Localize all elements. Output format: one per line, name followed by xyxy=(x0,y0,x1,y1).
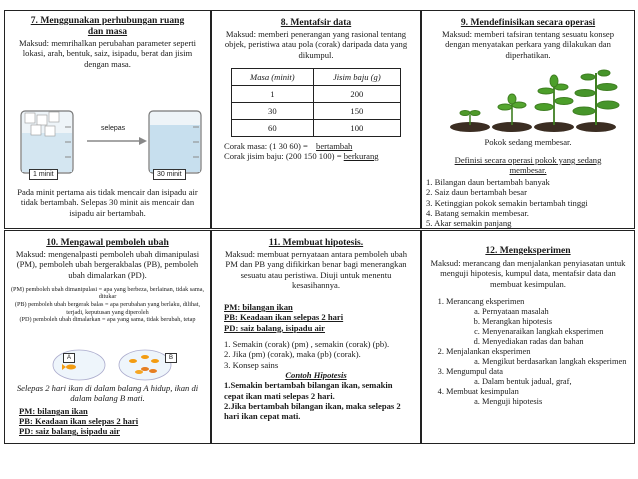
step-label: Merancang eksperimen xyxy=(446,296,525,306)
section-8-title: 8. Mentafsir data xyxy=(280,17,352,28)
list-item: 4. Batang semakin membesar. xyxy=(426,207,529,218)
label-30-minute: 30 minit xyxy=(153,169,186,180)
list-item: c. Menyenaraikan langkah eksperimen xyxy=(482,327,634,337)
list-item xyxy=(446,387,634,407)
list-item: 1. Semakin (corak) (pm) , semakin (corak) (pb). xyxy=(224,339,390,350)
definition-title: Definisi secara operasi pokok yang sedang membesar. xyxy=(454,155,602,176)
table-row xyxy=(232,85,401,102)
arrow-icon xyxy=(87,137,147,145)
table-cell: 200 xyxy=(313,85,400,102)
table-row xyxy=(232,102,401,119)
note-pd: (PD) pemboleh ubah dimalarkan = apa yang sama, tidak berubah, tetap xyxy=(19,316,196,324)
section-7-title: 7. Menggunakan perhubungan ruang dan masa xyxy=(30,15,185,37)
data-table xyxy=(231,68,401,137)
list-item xyxy=(446,297,634,347)
section-10-description: Maksud: mengenalpasti pemboleh ubah dimanipulasi (PM), pemboleh ubah bergerakbalas (PB), pemboleh ubah dimalarkan (PD). xyxy=(15,249,200,280)
list-item xyxy=(446,347,634,367)
pattern-time-result: bertambah xyxy=(316,140,353,151)
fish-bowl-b-icon xyxy=(119,350,171,380)
pattern-time-label: Corak masa: (1 xyxy=(224,140,277,151)
list-item: 1. Bilangan daun bertambah banyak xyxy=(426,177,550,187)
note-pm: (PM) pemboleh ubah dimanipulasi = apa yang berbeza, berlainan, tidak sama, ditukar xyxy=(11,285,205,301)
pattern-mass-label: Corak jisim baju: (200 xyxy=(224,151,302,162)
section-11-title: 11. Membuat hipotesis. xyxy=(268,237,364,248)
step-label: Mengumpul data xyxy=(446,366,503,376)
pb-label: PB: Keadaan ikan selepas 2 hari xyxy=(224,312,344,323)
hypothesis-example-2: 2.Jika bertambah bilangan ikan, maka selepas 2 hari ikan cepat mati. xyxy=(224,400,401,422)
section-8-interpret-data xyxy=(211,10,421,229)
section-10-title: 10. Mengawal pemboleh ubah xyxy=(46,237,169,248)
fish-bowls-illustration xyxy=(41,341,181,381)
experiment-steps xyxy=(422,297,634,407)
section-9-title: 9. Mendefinisikan secara operasi xyxy=(460,17,596,28)
pattern-time-values: 30 60) xyxy=(278,140,301,151)
pm-label: PM: bilangan ikan xyxy=(19,406,88,416)
pattern-time xyxy=(212,141,420,151)
pattern-mass-result: berkurang xyxy=(343,151,379,162)
table-cell: 150 xyxy=(313,102,400,119)
section-11-hypothesis xyxy=(211,230,421,444)
list-item: d. Menyediakan radas dan bahan xyxy=(482,337,634,347)
beaker-1-minute-icon xyxy=(21,111,73,173)
hypothesis-hints xyxy=(212,339,420,370)
pb-label: PB: Keadaan ikan selepas 2 hari xyxy=(19,416,139,426)
hypothesis-example-1: 1.Semakin bertambah bilangan ikan, semakin cepat ikan mati selepas 2 hari. xyxy=(224,380,393,401)
section-7-spatial-time xyxy=(4,10,211,229)
section-10-control-variables xyxy=(4,230,211,444)
pd-label: PD: saiz balang, isipadu air xyxy=(19,426,120,436)
sub-list xyxy=(446,377,634,387)
list-item: a. Pernyataan masalah xyxy=(482,307,634,317)
pattern-mass-values: 150 100) xyxy=(303,151,335,162)
section-9-caption: Pokok sedang membesar. xyxy=(484,137,572,147)
table-header: Jisim baju (g) xyxy=(313,68,400,85)
beaker-30-minute-icon xyxy=(149,111,201,173)
section-7-description: Maksud: memrihalkan perubahan parameter seperti lokasi, arah, bentuk, saiz, isipadu, berat dan jisim dengan masa. xyxy=(18,38,197,69)
section-8-description: Maksud: memberi penerangan yang rasional tentang objek, peristiwa atau pola (corak) daripada data yang dikumpul. xyxy=(224,29,408,60)
section-9-operational-definition xyxy=(421,10,635,229)
section-12-experiment xyxy=(421,230,635,444)
section-7-caption: Pada minit pertama ais tidak mencair dan isipadu air tidak bertambah. Selepas 30 minit ais mencair dan isipadu air bertambah. xyxy=(17,187,198,218)
note-pb: (PB) pemboleh ubah bergerak balas = apa perubahan yang berlaku, dilihat, terjadi, keputusan yang diperoleh xyxy=(14,301,201,316)
sub-list xyxy=(446,357,634,367)
large-plant-icon xyxy=(573,70,619,125)
section-11-description: Maksud: membuat pernyataan antara pemboleh ubah PM dan PB yang difikirkan benar bagi menerangkan sesuatu atau peristiwa. Diuji untuk menentu kesasihannya. xyxy=(224,249,408,290)
table-cell: 1 xyxy=(232,85,314,102)
small-plant-icon xyxy=(498,94,526,125)
list-item: 3. Konsep sains xyxy=(224,359,279,370)
pattern-mass xyxy=(212,151,420,161)
arrow-label: selepas xyxy=(101,125,126,132)
pd-label: PD: saiz balang, isipadu air xyxy=(224,322,325,333)
list-item: 5. Akar semakin panjang xyxy=(426,218,512,229)
sub-list xyxy=(446,397,634,407)
list-item: 3. Ketinggian pokok semakin bertambah tinggi xyxy=(426,197,588,208)
list-item: a. Menguji hipotesis xyxy=(482,397,634,407)
list-item: 2. Saiz daun bertambah besar xyxy=(426,187,527,198)
soil-mounds-icon xyxy=(450,122,616,132)
section-9-description: Maksud: memberi tafsiran tentang sesuatu konsep dengan menyatakan perkara yang dilakukan dan diperhatikan. xyxy=(441,29,615,60)
label-1-minute: 1 minit xyxy=(29,169,58,180)
section-12-title: 12. Mengeksperimen xyxy=(485,245,571,256)
table-row xyxy=(232,119,401,136)
section-10-caption: Selepas 2 hari ikan di dalam balang A hidup, ikan di dalam balang B mati. xyxy=(16,383,199,404)
definition-list xyxy=(426,177,632,228)
label-bowl-a: A xyxy=(63,353,75,363)
fish-bowl-a-icon xyxy=(53,350,105,380)
sub-list xyxy=(446,307,634,347)
variable-notes xyxy=(5,286,210,324)
list-item: 2. Jika (pm) (corak), maka (pb) (corak). xyxy=(224,349,361,360)
table-cell: 100 xyxy=(313,119,400,136)
list-item: a. Dalam bentuk jadual, graf, xyxy=(482,377,634,387)
step-label: Membuat kesimpulan xyxy=(446,386,519,396)
example-title: Contoh Hipotesis xyxy=(285,369,347,380)
growing-plants-illustration xyxy=(440,67,620,135)
section-12-description: Maksud: merancang dan menjalankan penyiasatan untuk menguji hipotesis, kumpul data, mentafsir data dan membuat kesimpulan. xyxy=(430,258,626,289)
step-label: Menjalankan eksperimen xyxy=(446,346,531,356)
pm-label: PM: bilangan ikan xyxy=(224,302,293,313)
pattern-time-equals: = xyxy=(303,140,308,151)
pattern-mass-equals: = xyxy=(336,151,342,162)
medium-plant-icon xyxy=(535,75,573,125)
label-bowl-b: B xyxy=(165,353,177,363)
list-item: b. Merangkan hipotesis xyxy=(482,317,634,327)
list-item xyxy=(446,367,634,387)
table-header-row xyxy=(232,68,401,85)
list-item: a. Mengikut berdasarkan langkah eksperimen xyxy=(482,357,634,367)
table-cell: 30 xyxy=(232,102,314,119)
table-header: Masa (minit) xyxy=(232,68,314,85)
table-cell: 60 xyxy=(232,119,314,136)
